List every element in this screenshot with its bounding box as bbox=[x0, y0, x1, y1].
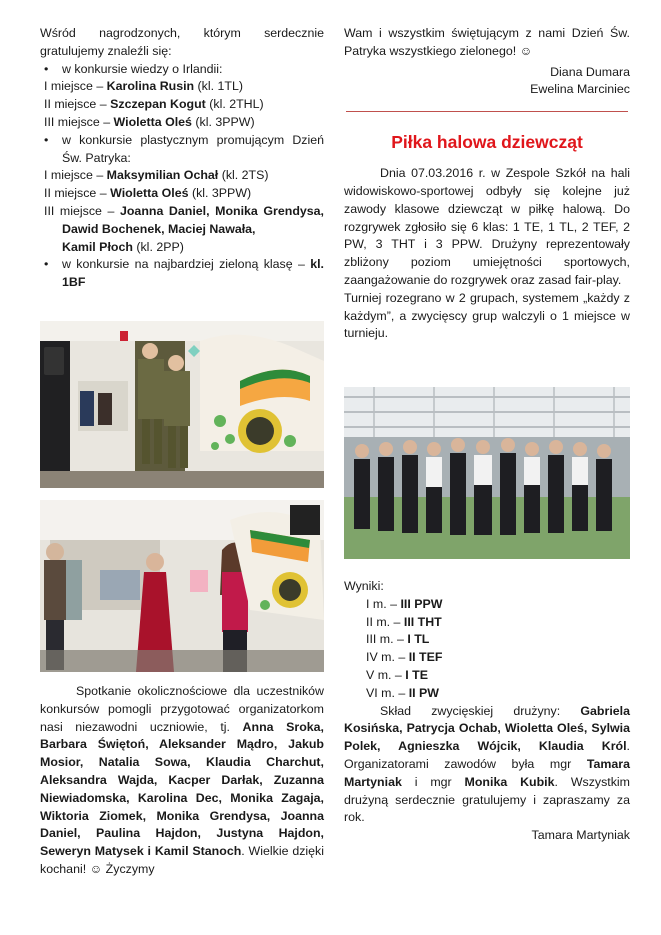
results-section bbox=[344, 578, 630, 845]
contest-knowledge-place-3: III miejsce – Wioletta Oleś (kl. 3PPW) bbox=[44, 114, 255, 129]
st-patrick-wishes: Wam i wszystkim świętującym z nami Dzień Św. Patryka wszystkiego zielonego! ☺ bbox=[344, 26, 630, 58]
awards-intro: Wśród nagrodzonych, którym serdecznie gratulujemy znaleźli się: bbox=[40, 26, 324, 58]
article-paragraph-1: Dnia 07.03.2016 r. w Zespole Szkół na hali widowiskowo-sportowej odbyły się kolejne już zawody klasowe dziewcząt w piłkę halową. Do rozgrywek zgłosiło się 6 klas: 1 TE, 1 TL, 2 TEF, 2 PW, 3 THT i 3 PPW. Drużyny reprezentowały zbliżony poziom umiejętności sportowych, zaangażowanie do rozgrywek oraz zasad fair-play. bbox=[344, 166, 630, 287]
result-4: IV m. – II TEF bbox=[366, 650, 443, 665]
helpers-names: Anna Sroka, Barbara Świętoń, Aleksander Mądro, Jakub Mosior, Natalia Sowa, Klaudia Charchut, Aleksandra Wajda, Kacper Darłak, Zuzanna Niewiadomska, Karolina Dec, Monika Zagaja, Wiktoria Ziomek, Monika Grendysa, Joanna Daniel, Paulina Hajdon, Justyna Hajdon, Seweryn Matysek i Kamil Stanoch bbox=[40, 719, 324, 859]
winning-squad: Skład zwycięskiej drużyny: Gabriela Kosińska, Patrycja Ochab, Wioletta Oleś, Sylwia Polek, Agnieszka Wójcik, Klaudia Król. Organizatorami zawodów była mgr Tamara Martyniak i mgr Monika Kubik. Wszystkim drużyną serdecznie gratulujemy i zapraszamy za rok. bbox=[344, 703, 631, 825]
result-1: I m. – III PPW bbox=[366, 596, 443, 611]
signature-2: Ewelina Marciniec bbox=[530, 82, 630, 97]
right-column bbox=[344, 25, 631, 843]
result-2: II m. – III THT bbox=[366, 614, 442, 629]
contest-green-class: • w konkursie na najbardziej zieloną klasę – kl. 1BF bbox=[44, 257, 324, 290]
article-author: Tamara Martyniak bbox=[531, 828, 630, 843]
contest-knowledge-label: • w konkursie wiedzy o Irlandii: bbox=[44, 61, 223, 76]
contest-knowledge-place-2: II miejsce – Szczepan Kogut (kl. 2THL) bbox=[44, 97, 264, 112]
contest-art-place-3-extra: Kamil Płoch (kl. 2PP) bbox=[62, 239, 184, 254]
contest-art-label: • w konkursie plastycznym promującym Dzień Św. Patryka: bbox=[44, 132, 324, 165]
photo-girls-team bbox=[344, 387, 630, 559]
result-3: III m. – I TL bbox=[366, 632, 430, 647]
results-label: Wyniki: bbox=[344, 579, 384, 593]
contest-knowledge-place-1: I miejsce – Karolina Rusin (kl. 1TL) bbox=[44, 79, 243, 94]
contest-art-place-1: I miejsce – Maksymilian Ochał (kl. 2TS) bbox=[44, 168, 269, 183]
helpers-thanks bbox=[40, 683, 324, 879]
contest-art-place-3: III miejsce – Joanna Daniel, Monika Grendysa, Dawid Bochenek, Maciej Nawała, bbox=[44, 203, 325, 236]
article-paragraph-2: Turniej rozegrano w 2 grupach, systemem „każdy z każdym”, a zwycięscy grup walczyli o 1 miejsce w turnieju. bbox=[344, 290, 630, 341]
contest-art-place-2: II miejsce – Wioletta Oleś (kl. 3PPW) bbox=[44, 186, 252, 201]
result-6: VI m. – II PW bbox=[366, 685, 439, 700]
photo-st-patrick-performance bbox=[40, 321, 324, 488]
signature-1: Diana Dumara bbox=[550, 64, 630, 79]
left-column bbox=[40, 25, 325, 876]
article-title: Piłka halowa dziewcząt bbox=[391, 132, 583, 153]
helpers-text: Spotkanie okolicznościowe dla uczestników konkursów pomogli przygotować organizatorkom nasi niezawodni uczniowie, tj. bbox=[40, 684, 324, 734]
result-5: V m. – I TE bbox=[366, 667, 428, 682]
photo-award-ceremony bbox=[40, 500, 324, 672]
helpers-closing: . Wielkie dzięki kochani! ☺ Życzymy bbox=[40, 844, 325, 876]
section-divider bbox=[346, 111, 628, 112]
